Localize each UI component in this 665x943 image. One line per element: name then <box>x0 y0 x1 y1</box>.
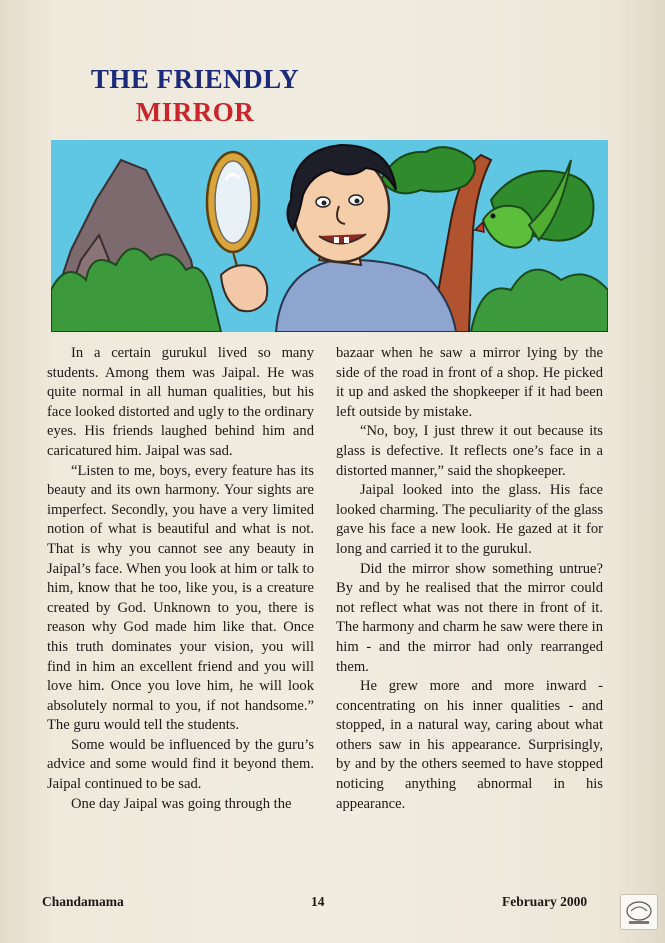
paragraph: One day Jaipal was going through the <box>71 795 292 812</box>
story-title <box>60 64 330 128</box>
issue-date: February 2000 <box>502 894 588 909</box>
page-number: 14 <box>311 894 325 909</box>
paragraph: In a certain gurukul lived so many students. Among them was Jaipal. He was quite normal in all human qualities, but his face looked distorted and ugly to the ordinary eyes. His friends laughed behind him and caricatured him. Jaipal was sad. <box>47 345 314 459</box>
publisher-logo-icon <box>620 894 658 930</box>
paragraph: bazaar when he saw a mirror lying by the side of the road in front of a shop. He picked it up and asked the shopkeeper if it had been left outside by mistake. <box>336 345 603 420</box>
left-column <box>47 344 314 814</box>
paragraph: Did the mirror show something untrue? By and by he realised that the mirror could not reflect what was not there in front of it. The harmony and charm he saw were there in him - and the mirror had only rearranged them. <box>336 560 603 675</box>
magazine-name: Chandamama <box>42 894 124 909</box>
story-illustration <box>51 140 608 332</box>
paragraph: “Listen to me, boys, every feature has its beauty and its own harmony. Your sights are imperfect. Secondly, you have a very limited notion of what is beautiful and what is not. That is why you cannot see any beauty in Jaipal’s face. When you look at him or talk to him, know that he too, like you, is a creature created by God. Unknown to you, there is reason why God made him like that. Once this truth dominates your vision, you will find in him an excellent friend and you will love him. Once you love him, he will look absolutely normal to you, if not handsome.” The guru would tell the students. <box>47 462 314 734</box>
right-column <box>336 344 603 814</box>
title-line-2: MIRROR <box>135 97 255 127</box>
paragraph: He grew more and more inward - concentrating on his inner qualities - and stopped, in a natural way, caring about what others saw in his appearance. Surprisingly, by and by the others seemed to have stopped noticing anything abnormal in his appearance. <box>336 678 603 812</box>
paragraph: “No, boy, I just threw it out because its glass is defective. It reflects one’s face in a distorted manner,” said the shopkeeper. <box>336 423 603 479</box>
title-line-1: THE FRIENDLY <box>90 64 300 94</box>
paragraph: Jaipal looked into the glass. His face looked charming. The peculiarity of the glass gave his face a new look. He gazed at it for long and carried it to the gurukul. <box>336 482 603 557</box>
paragraph: Some would be influenced by the guru’s advice and some would find it beyond them. Jaipal continued to be sad. <box>47 736 314 793</box>
